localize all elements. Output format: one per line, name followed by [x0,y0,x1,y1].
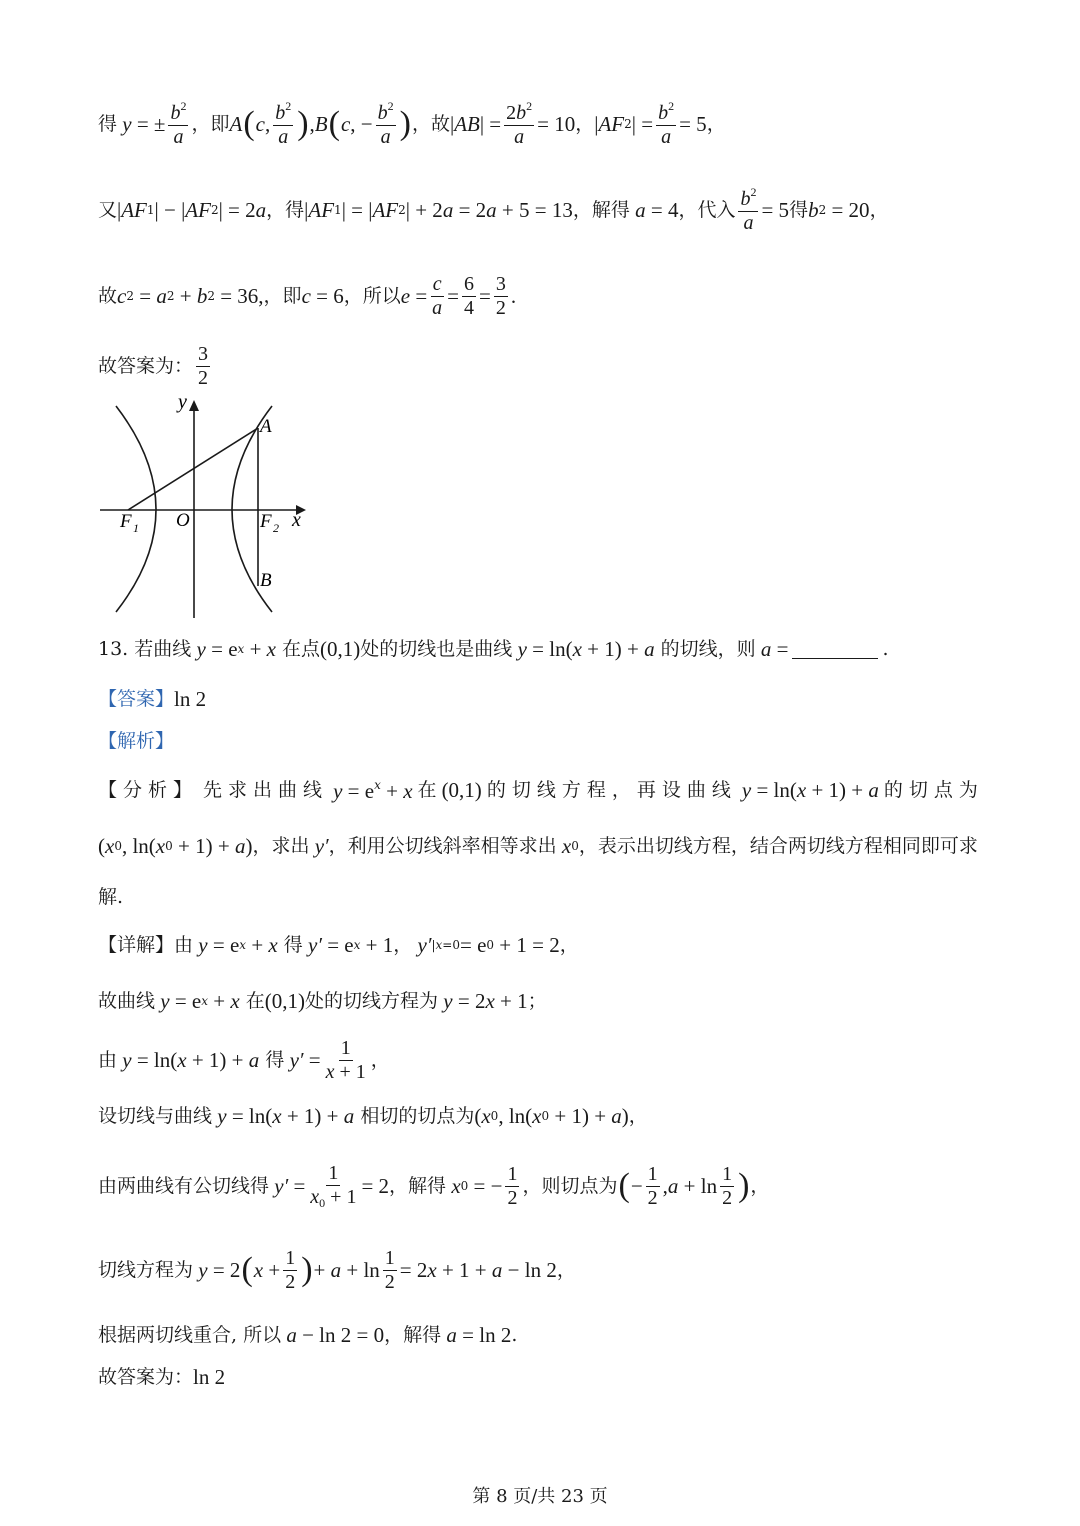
focus-f2-label: F [260,511,272,532]
answer-tag: 【答案】 [98,687,175,710]
focus-f1-label: F [120,511,132,532]
origin-label: O [176,510,190,531]
detail-line-4: 设切线与曲线 y = ln( x + 1) + a 相切的切点为 ( x 0 , ln( x 0 + 1) + a ) ， [98,1103,648,1128]
focus-f2-subscript: 2 [273,521,279,535]
solution-line-3: 故 c 2 = a 2 + b 2 = 36, ，即 c = 6 ，所以 e = $\frac{c}{a}$ = $\frac{6}{4}$ = $\frac{3}{2}$ . [98,272,517,319]
solution-line-2: 又 | AF 1 | − | AF 2 | = 2 a ，得 | AF 1 | = | AF 2 | + 2 a = 2 a + 5 = 13 ，解得 a = 4 ，代入 $\frac{b^2}{a}$ = 5 得 b 2 = 20 ， [98,184,889,234]
question-13: 13. 若曲线 y = e x + x 在点 (0,1) 处的切线也是曲线 y = ln( x + 1) + a 的切线，则 a = . [98,636,889,661]
analysis-heading [98,726,984,756]
point-a-label: A [260,416,272,437]
analysis-tag: 【解析】 [98,729,175,752]
analysis-line-2: ( x 0 , ln( x 0 + 1) + a ) ，求出 y′ ，利用公切线斜率相等求出 x 0 ，表示出切线方程，结合两切线方程相同即可求 [98,833,978,858]
x-axis-label: x [292,509,301,531]
detail-line-1: 【详解】 由 y = e x + x 得 y′ = e x + 1 ， y′ |x=0 = e 0 + 1 = 2 ， [98,932,579,957]
detail-line-7: 根据两切线重合, 所以 a − ln 2 = 0 ，解得 a = ln 2 . [98,1322,518,1347]
hyperbola-figure [96,392,316,620]
answer-line [98,684,984,714]
focus-f1-subscript: 1 [133,521,139,535]
solution-line-1: 得 y = ± $\frac{b^2}{a}$ ，即 A ( c , $\frac{b^2}{a}$ ) , B ( c , − $\frac{b^2}{a}$ ) ，故 | AB | = $\frac{2b^2}{a}$ = 10 ， | AF 2 | = $\frac{b^2}{a}$ = 5 ， [98,98,726,148]
detail-line-5: 由两曲线有公切线得 y′ = $\frac{1}{x_0 + 1}$ = 2 ，解得 x 0 = − $\frac{1}{2}$ ，则切点为 ( − $\frac{1}{2}$ , a + ln $\frac{1}{2}$ ) ， [98,1161,770,1210]
answer-value: ln 2 [174,686,207,711]
detail-line-6: 切线方程为 y = 2 ( x + $\frac{1}{2}$ ) + a + ln $\frac{1}{2}$ = 2 x + 1 + a − ln 2 ， [98,1246,576,1293]
detail-line-2: 故曲线 y = e x + x 在 (0,1) 处的切线方程为 y = 2 x + 1 ； [98,988,547,1013]
detail-line-3: 由 y = ln( x + 1) + a 得 y′ = $\frac{1}{x + 1}$ ， [98,1036,390,1083]
page-footer: 第 8 页/共 23 页 [472,1486,608,1507]
answer-blank [792,640,878,659]
detail-line-8: 故答案为： ln 2 [98,1364,226,1389]
point-b-label: B [260,570,272,591]
previous-answer-line: 故答案为： $\frac{3}{2}$ [98,342,209,389]
analysis-line-3: 解. [98,885,124,908]
analysis-line-1: 【分析】 先求出曲线 $y = e^x + x$ 在 (0,1) 的切线方程，再设曲线 y = ln(x + 1) + a 的切点为 [98,777,984,803]
y-axis-label: y [178,392,187,413]
